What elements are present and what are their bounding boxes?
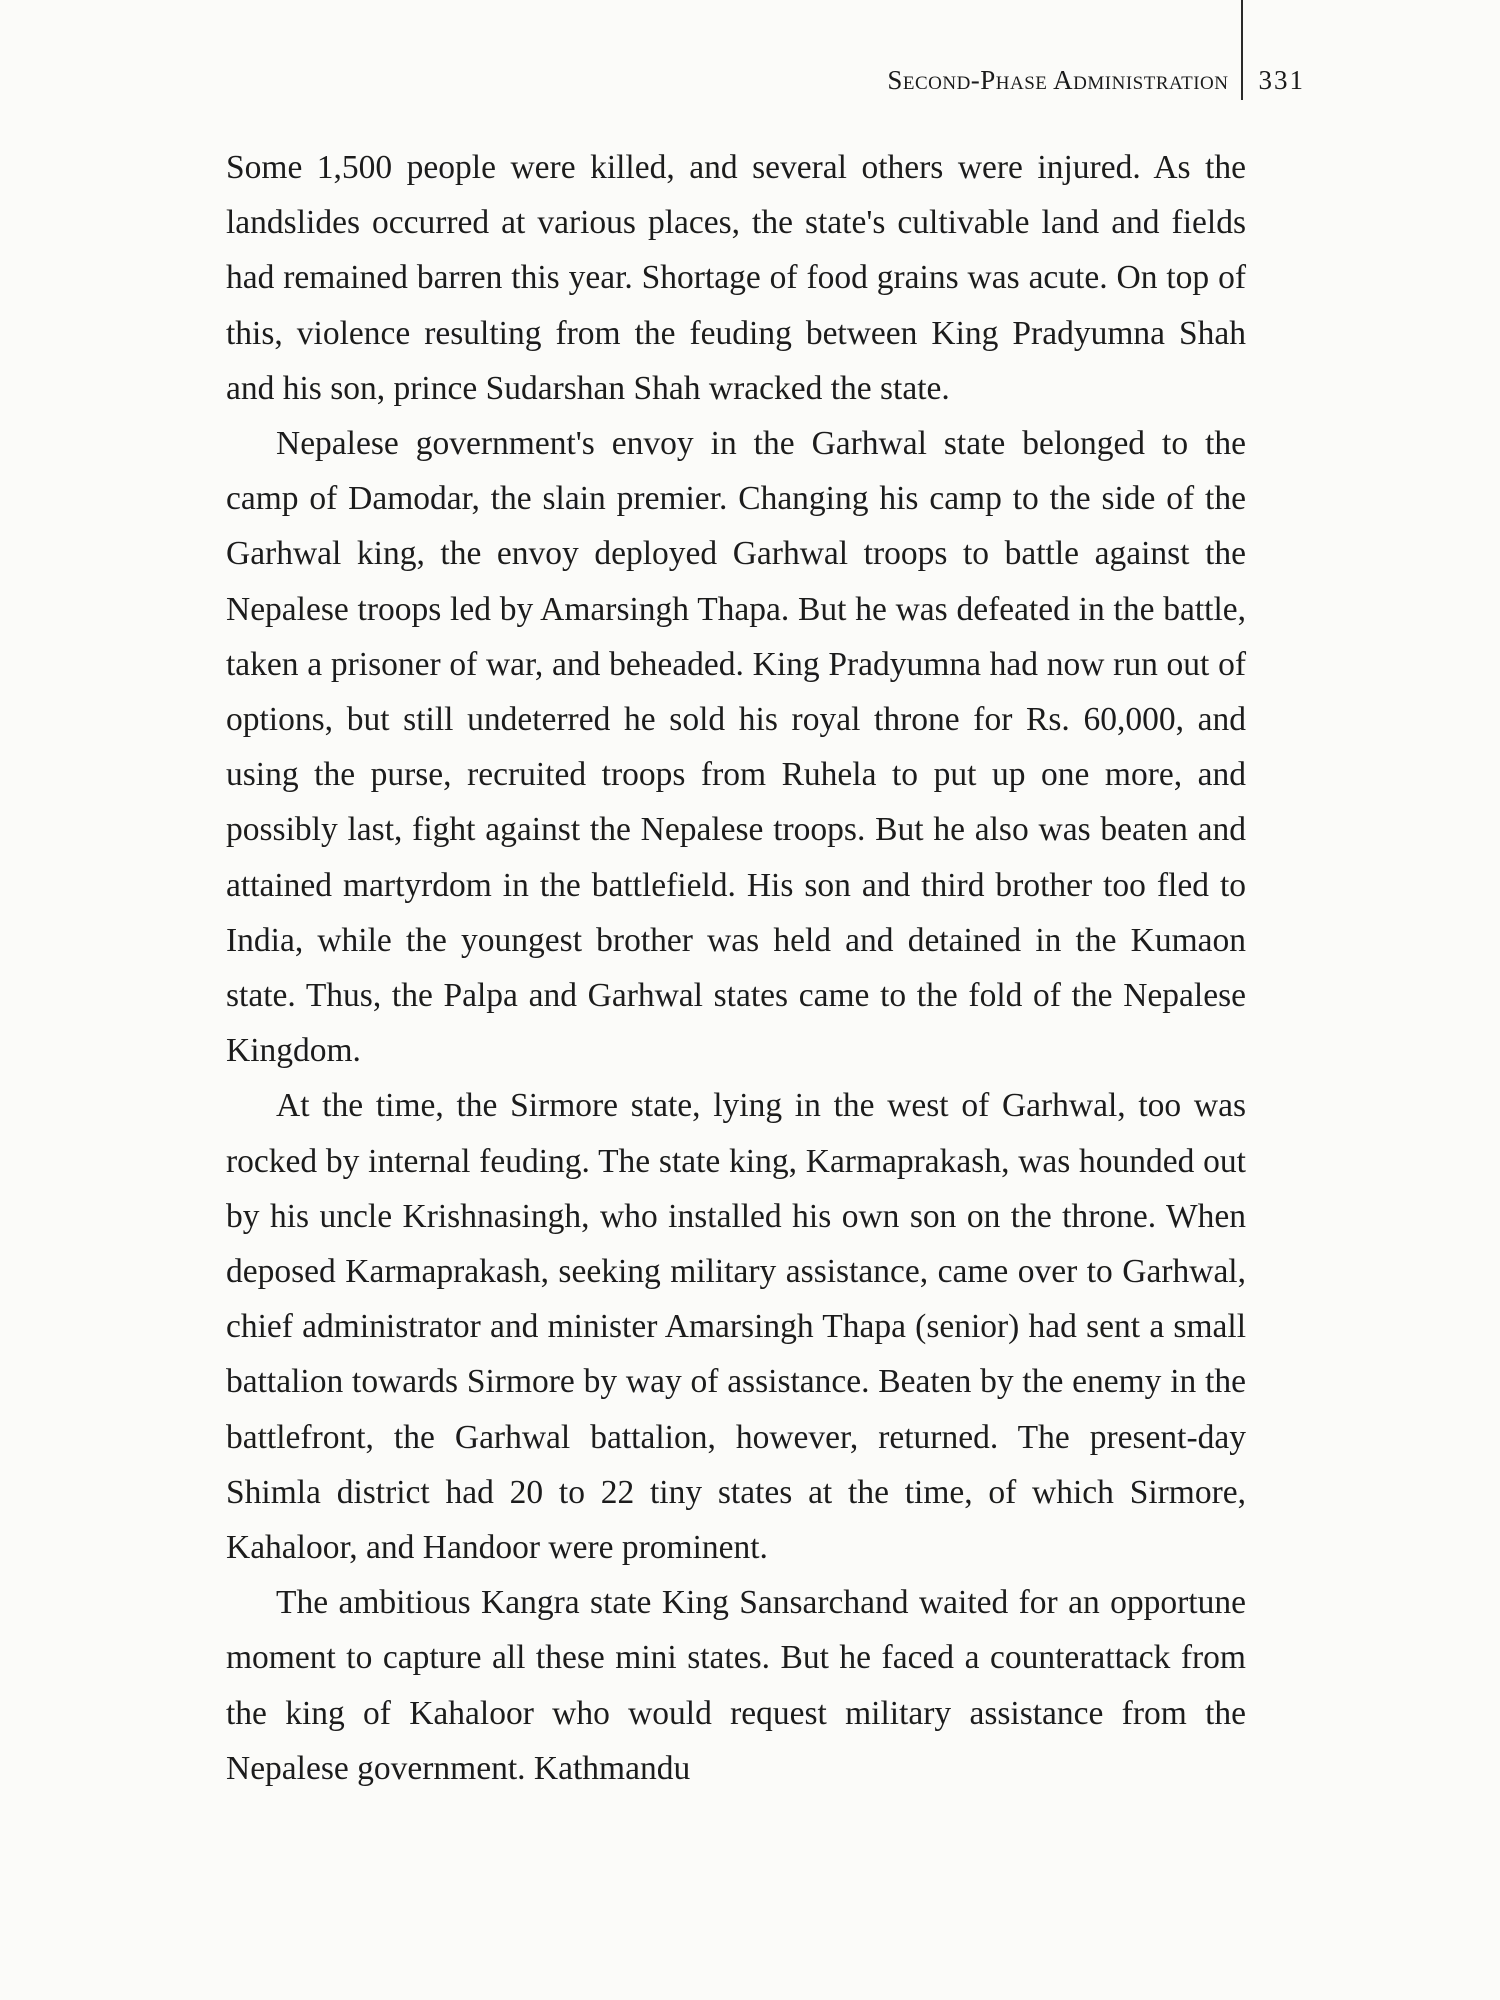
- paragraph: At the time, the Sirmore state, lying in the west of Garhwal, too was rocked by internal feuding. The state king, Karmaprakash, was hounded out by his uncle Krishnasingh, who installed his own son on the throne. When deposed Karmaprakash, seeking military assistance, came over to Garhwal, chief administrator and minister Amarsingh Thapa (senior) had sent a small battalion towards Sirmore by way of assistance. Beaten by the enemy in the battlefront, the Garhwal battalion, however, returned. The present-day Shimla district had 20 to 22 tiny states at the time, of which Sirmore, Kahaloor, and Handoor were prominent.: [226, 1087, 1246, 1567]
- running-head: Second-Phase Administration: [887, 64, 1229, 95]
- page-number: 331: [1258, 64, 1305, 95]
- paragraph: Nepalese government's envoy in the Garhwal state belonged to the camp of Damodar, the slain premier. Changing his camp to the side of the Garhwal king, the envoy deployed Garhwal troops to battle against the Nepalese troops led by Amarsingh Thapa. But he was defeated in the battle, taken a prisoner of war, and beheaded. King Pradyumna had now run out of options, but still undeterred he sold his royal throne for Rs. 60,000, and using the purse, recruited troops from Ruhela to put up one more, and possibly last, fight against the Nepalese troops. But he also was beaten and attained martyrdom in the battlefield. His son and third brother too fled to India, while the youngest brother was held and detained in the Kumaon state. Thus, the Palpa and Garhwal states came to the fold of the Nepalese Kingdom.: [226, 425, 1246, 1070]
- paragraph: The ambitious Kangra state King Sansarchand waited for an opportune moment to capture all these mini states. But he faced a counterattack from the king of Kahaloor who would request military assistance from the Nepalese government. Kathmandu: [226, 1584, 1246, 1787]
- paragraph: Some 1,500 people were killed, and several others were injured. As the landslides occurred at various places, the state's cultivable land and fields had remained barren this year. Shortage of food grains was acute. On top of this, violence resulting from the feuding between King Pradyumna Shah and his son, prince Sudarshan Shah wracked the state.: [226, 149, 1246, 407]
- body-text: [226, 140, 1246, 1796]
- page-header: [887, 60, 1305, 100]
